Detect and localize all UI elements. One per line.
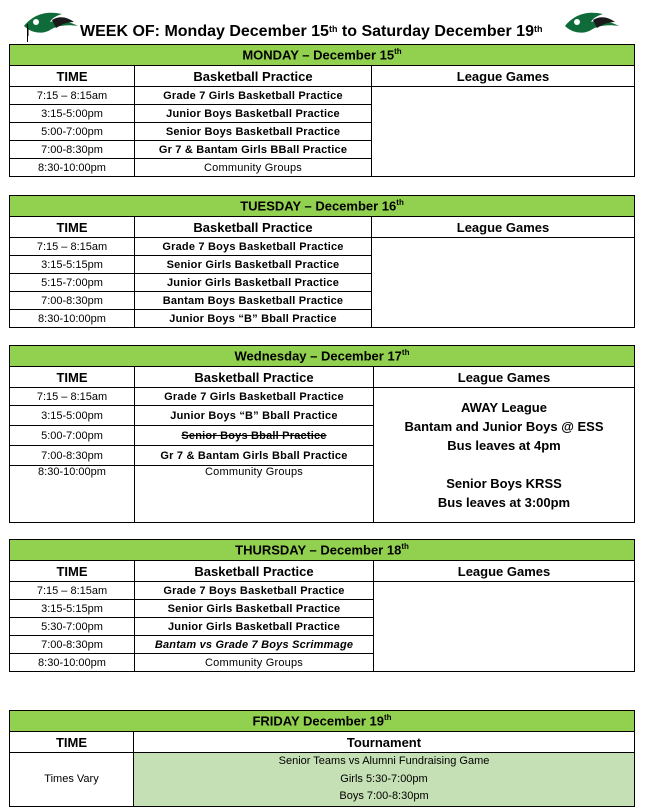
practice-cell: Junior Boys “B” Bball Practice — [135, 406, 374, 426]
day-header-friday: FRIDAY December 19th — [10, 711, 635, 732]
league-games-cell — [372, 238, 635, 328]
column-header-tournament: Tournament — [134, 732, 635, 753]
league-line: Bus leaves at 4pm — [447, 438, 561, 453]
time-cell: 7:15 – 8:15am — [10, 238, 135, 256]
time-cell: 3:15-5:00pm — [10, 406, 135, 426]
league-line: AWAY League — [461, 400, 547, 415]
practice-cell: Senior Girls Basketball Practice — [135, 600, 374, 618]
column-header-time: TIME — [10, 732, 134, 753]
practice-cell: Senior Boys Basketball Practice — [135, 123, 372, 141]
school-logo-icon — [22, 6, 80, 36]
time-cell: 7:00-8:30pm — [10, 292, 135, 310]
column-header-practice: Basketball Practice — [135, 367, 374, 388]
league-games-cell — [374, 582, 635, 672]
column-header-practice: Basketball Practice — [135, 217, 372, 238]
league-line: Senior Boys KRSS — [446, 476, 562, 491]
practice-cell: Junior Girls Basketball Practice — [135, 618, 374, 636]
time-cell: 7:15 – 8:15am — [10, 87, 135, 105]
time-cell: 3:15-5:15pm — [10, 256, 135, 274]
column-header-league: League Games — [372, 217, 635, 238]
title-rule — [27, 24, 28, 42]
time-cell: 7:00-8:30pm — [10, 141, 135, 159]
column-header-league: League Games — [374, 367, 635, 388]
column-header-time: TIME — [10, 217, 135, 238]
time-cell: 7:00-8:30pm — [10, 636, 135, 654]
column-header-time: TIME — [10, 561, 135, 582]
time-cell: 8:30-10:00pm — [10, 159, 135, 177]
column-header-time: TIME — [10, 367, 135, 388]
league-games-cell — [372, 87, 635, 177]
tournament-line: Senior Teams vs Alumni Fundraising Game — [278, 755, 490, 767]
practice-cell: Grade 7 Boys Basketball Practice — [135, 582, 374, 600]
practice-cell: Senior Girls Basketball Practice — [135, 256, 372, 274]
practice-cell: Junior Boys “B” Bball Practice — [135, 310, 372, 328]
tournament-cell — [134, 753, 635, 807]
practice-cell: Grade 7 Boys Basketball Practice — [135, 238, 372, 256]
practice-cell: Junior Girls Basketball Practice — [135, 274, 372, 292]
time-cell: Times Vary — [10, 753, 134, 807]
time-cell: 8:30-10:00pm — [10, 654, 135, 672]
time-cell: 3:15-5:00pm — [10, 105, 135, 123]
practice-cell: Gr 7 & Bantam Girls Bball Practice — [135, 446, 374, 466]
practice-cell: Community Groups — [135, 466, 374, 523]
column-header-time: TIME — [10, 66, 135, 87]
league-line: Bantam and Junior Boys @ ESS — [404, 419, 604, 434]
column-header-league: League Games — [372, 66, 635, 87]
monday-schedule-table — [9, 44, 635, 177]
practice-cell: Community Groups — [135, 654, 374, 672]
practice-cell: Bantam vs Grade 7 Boys Scrimmage — [135, 636, 374, 654]
time-cell: 5:00-7:00pm — [10, 426, 135, 446]
tournament-line: Girls 5:30-7:00pm — [340, 772, 428, 785]
time-cell: 5:15-7:00pm — [10, 274, 135, 292]
tournament-line: Boys 7:00-8:30pm — [339, 790, 429, 802]
time-cell: 5:30-7:00pm — [10, 618, 135, 636]
time-cell: 8:30-10:00pm — [10, 466, 135, 523]
time-cell: 7:15 – 8:15am — [10, 582, 135, 600]
practice-cell: Junior Boys Basketball Practice — [135, 105, 372, 123]
time-cell: 5:00-7:00pm — [10, 123, 135, 141]
practice-cell: Senior Boys Bball Practice — [135, 426, 374, 446]
time-cell: 8:30-10:00pm — [10, 310, 135, 328]
time-cell: 3:15-5:15pm — [10, 600, 135, 618]
school-logo-icon — [563, 6, 621, 36]
wednesday-schedule-table — [9, 345, 635, 523]
page-title: WEEK OF: Monday December 15th to Saturday December 19th — [80, 23, 543, 40]
friday-schedule-table — [9, 710, 635, 807]
thursday-schedule-table — [9, 539, 635, 672]
column-header-practice: Basketball Practice — [135, 66, 372, 87]
practice-cell: Grade 7 Girls Basketball Practice — [135, 388, 374, 406]
day-header-tuesday: TUESDAY – December 16th — [10, 196, 635, 217]
practice-cell: Community Groups — [135, 159, 372, 177]
practice-cell: Gr 7 & Bantam Girls BBall Practice — [135, 141, 372, 159]
time-cell: 7:15 – 8:15am — [10, 388, 135, 406]
league-line: Bus leaves at 3:00pm — [437, 495, 571, 510]
tuesday-schedule-table — [9, 195, 635, 328]
practice-cell: Grade 7 Girls Basketball Practice — [135, 87, 372, 105]
column-header-league: League Games — [374, 561, 635, 582]
practice-cell: Bantam Boys Basketball Practice — [135, 292, 372, 310]
day-header-wednesday: Wednesday – December 17th — [10, 346, 635, 367]
time-cell: 7:00-8:30pm — [10, 446, 135, 466]
day-header-thursday: THURSDAY – December 18th — [10, 540, 635, 561]
league-games-cell — [374, 388, 635, 523]
column-header-practice: Basketball Practice — [135, 561, 374, 582]
day-header-monday: MONDAY – December 15th — [10, 45, 635, 66]
